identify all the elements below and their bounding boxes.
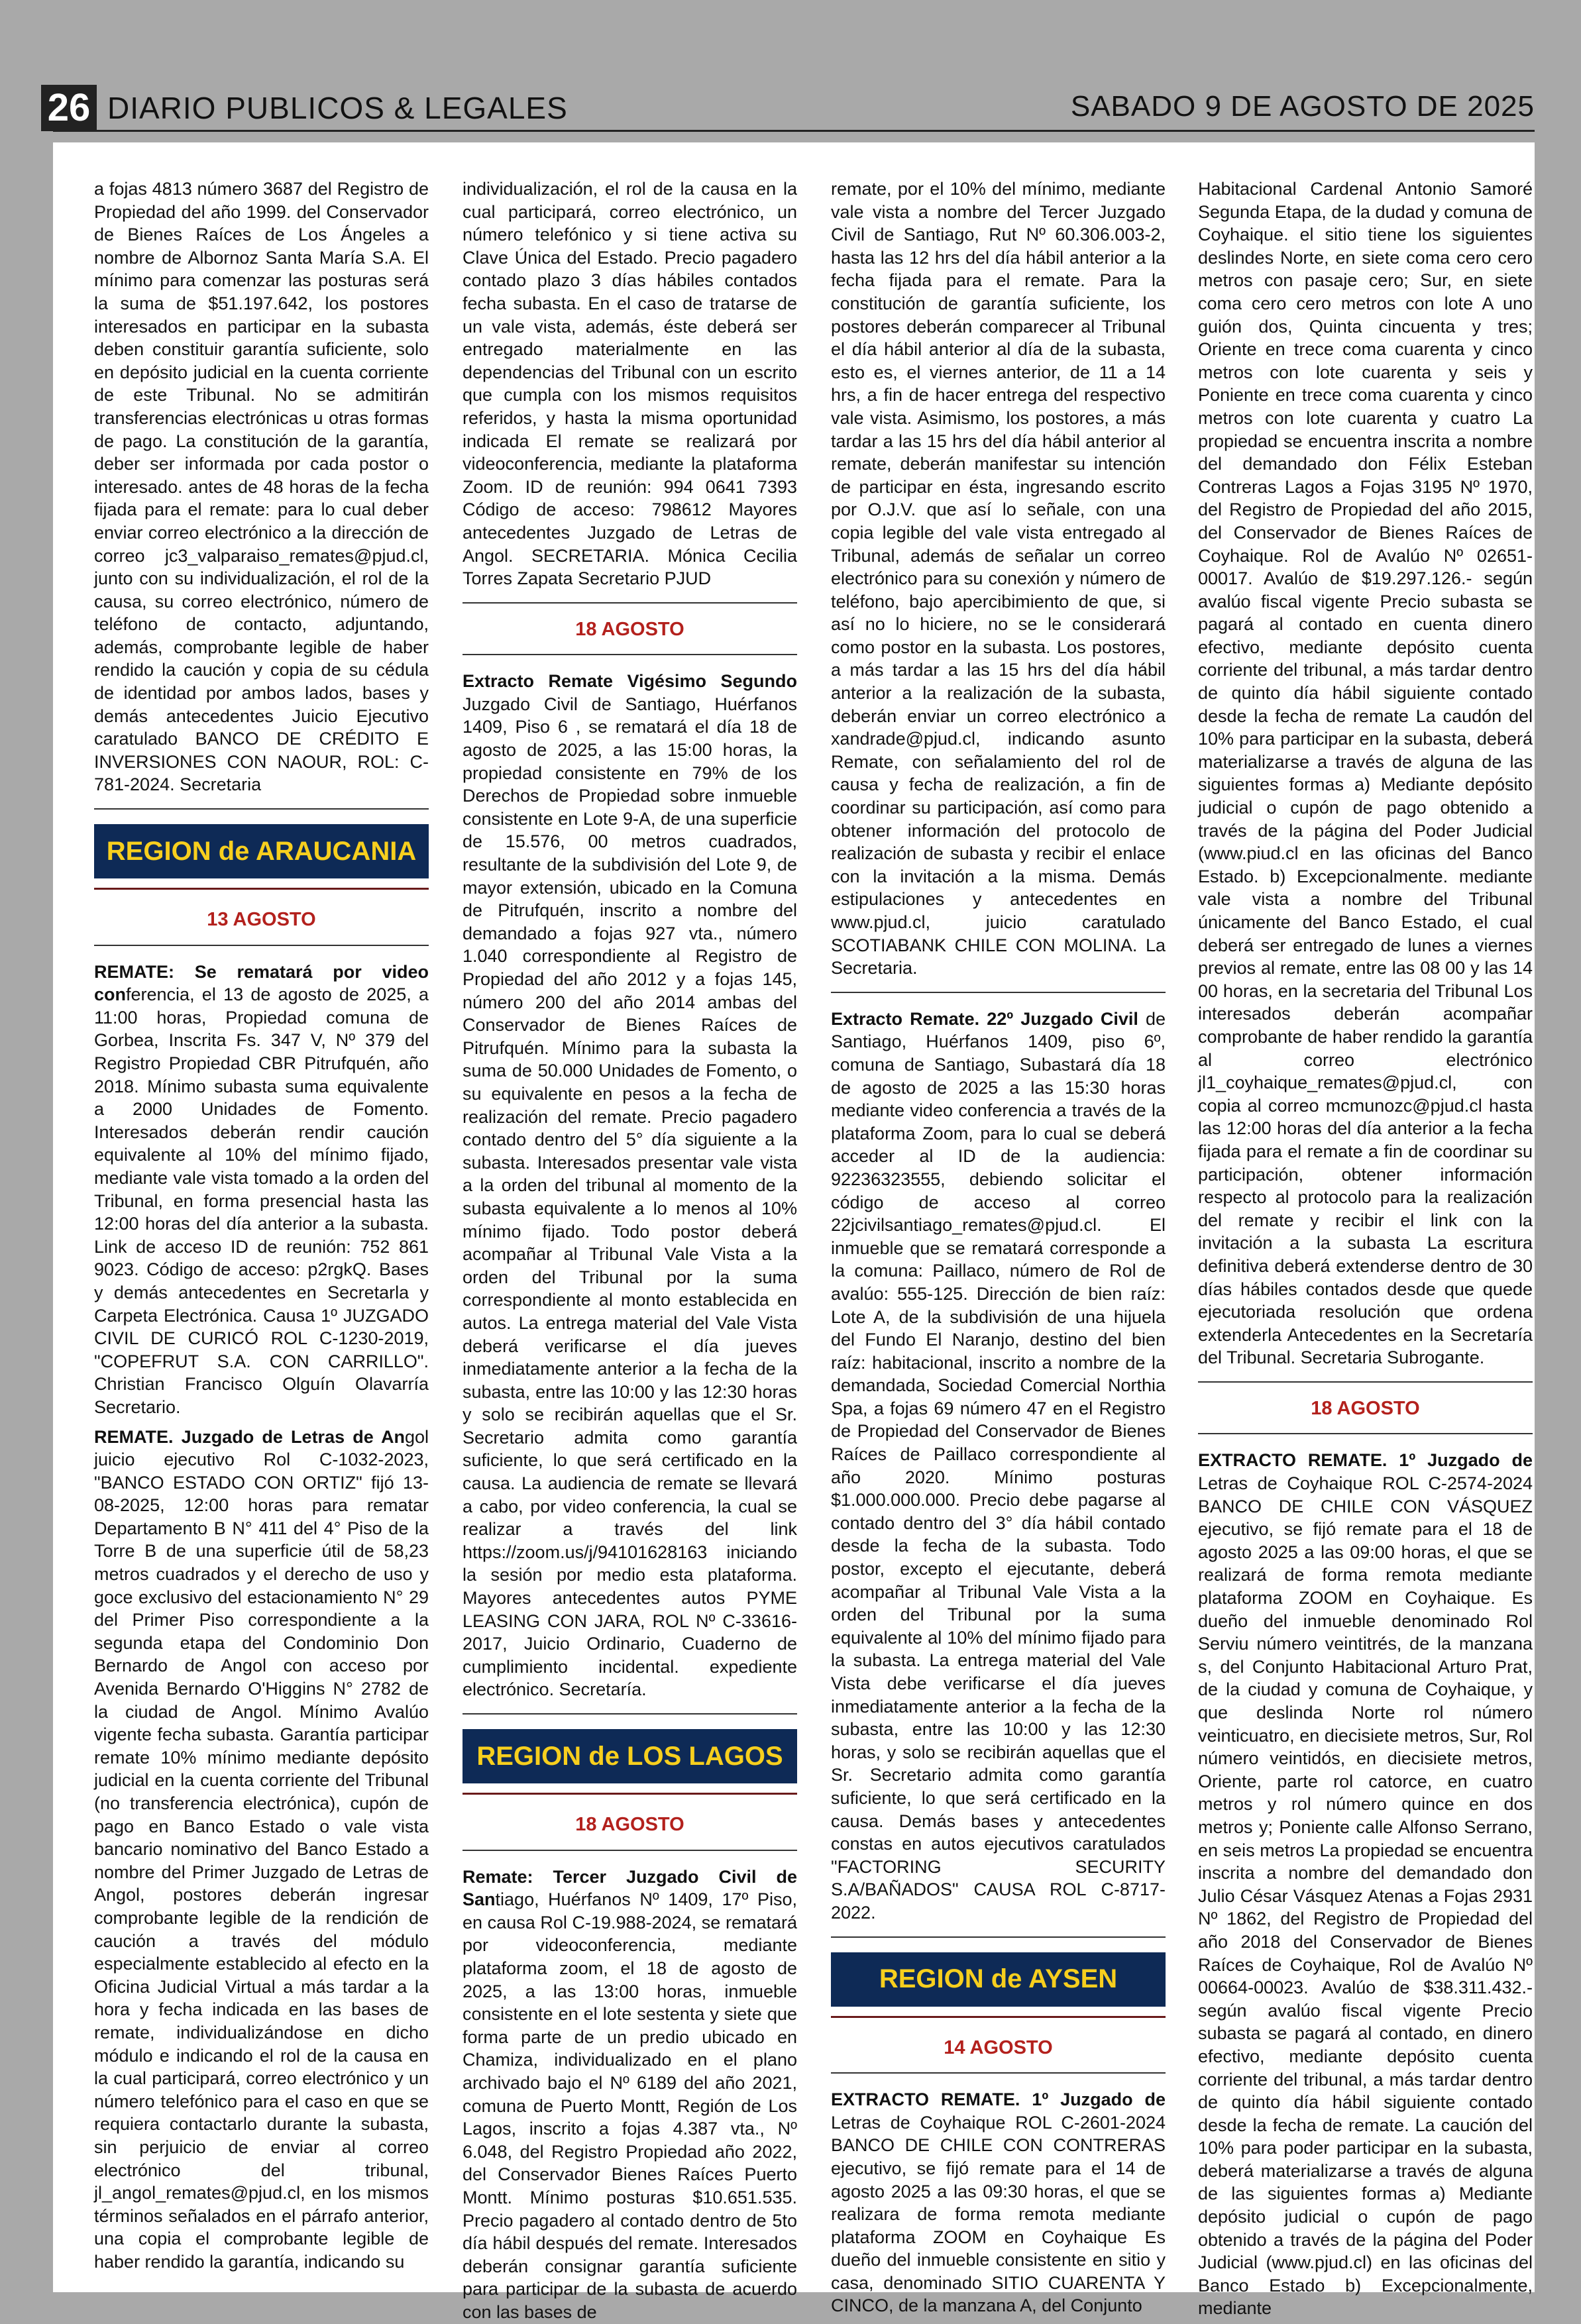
notice [1198, 1449, 1533, 2320]
divider [94, 808, 429, 810]
region-banner [94, 824, 429, 878]
notice-lead: Extracto Remate. 22º Juzgado Civil [831, 1008, 1138, 1029]
notice-text: remate, por el 10% del mínimo, mediante vale vista a nombre del Tercer Juzgado Civil de Santiago, Rut Nº 60.306.003-2, hasta las 12 hrs del día hábil anterior a la fecha fijada para el remate. Para la constitución de garantía suficiente, los postores deberán comparecer al Tribunal el día hábil anterior al día de la subasta, esto es, el viernes anterior, de 11 a 14 hrs, a fin de hacer entrega del respectivo vale vista. Asimismo, los postores, a más tardar a las 15 hrs del día hábil anterior al remate, deberán manifestar su intención de participar en ésta, ingresando escrito por O.J.V. que así lo señale, con una copia legible del vale vista entregado al Tribunal, además de señalar un correo electrónico para su conexión y número de teléfono, bajo apercibimiento de que, si así no lo hiciere, no se le considerará como postor en la subasta. Los postores, a más tardar a las 15 hrs del día hábil anterior a la realización de la subasta, deberán enviar un correo electrónico a xandrade@pjud.cl, indicando asunto Remate, con señalamiento del rol de causa y fecha de realización, a fin de coordinar su participación, así como para obtener información del protocolo de realización de subasta y recibir el enlace con la invitación a la misma. Demás estipulaciones y antecedentes en www.pjud.cl, juicio caratulado SCOTIABANK CHILE CON MOLINA. La Secretaria. [831, 179, 1166, 978]
notice-text: Juzgado Civil de Santiago, Huérfanos 1409, Piso 6 , se rematará el día 18 de agosto de 2025, a las 15:00 horas, la propiedad consistente en 79% de los Derechos de Propiedad sobre inmueble consistente en Lote 9-A, de una superficie de 15.576, 00 metros cuadrados, resultante de la subdivisión del Lote 9, de mayor extensión, ubicado en la Comuna de Pitrufquén, inscrito a nombre del demandado a fojas 927 vta., número 1.040 correspondiente al Registro de Propiedad del año 2012 y a fojas 145, número 200 del año 2014 ambas del Conservador de Bienes Raíces de Pitrufquén. Mínimo para la subasta la suma de 50.000 Unidades de Fomento, o su equivalente en pesos a la fecha de realización del remate. Precio pagadero contado dentro del 5° día siguiente a la subasta. Interesados presentar vale vista a la orden del tribunal al momento de la subasta equivalente a lo menos al 10% mínimo fijado. Todo postor deberá acompañar al Tribunal Vale Vista a la orden del Tribunal por la suma correspondiente al monto establecida en autos. La entrega material del Vale Vista deberá verificarse el día jueves inmediatamente anterior a la fecha de la subasta, entre las 10:00 y las 12:30 horas y solo se recibirán aquellas que el Sr. Secretario admita como garantía suficiente, lo que será certificado en la causa. La audiencia de remate se llevará a cabo, por video conferencia, la cual se realizar a través del link https://zoom.us/j/94101628163 iniciando la sesión por medio esta plataforma. Mayores antecedentes autos PYME LEASING CON JARA, ROL Nº C-33616-2017, Juicio Ordinario, Cuaderno de cumplimiento incidental. expediente electrónico. Secretaría. [463, 694, 797, 1700]
notice-lead: REMATE: Se rematará por video con [94, 961, 429, 1005]
divider [831, 2016, 1166, 2018]
column-1 [94, 178, 429, 2272]
divider [463, 1793, 797, 1795]
notice-text: a fojas 4813 número 3687 del Registro de Propiedad del año 1999. del Conservador de Bienes Raíces de Los Ángeles a nombre de Albornoz Santa María S.A. El mínimo para comenzar las posturas será la suma de $51.197.642, los postores interesados en participar en la subasta deben constituir garantía suficiente, solo en depósito judicial en la cuenta corriente de este Tribunal. No se admitirán transferencias electrónicas u otras formas de pago. La constitución de la garantía, deber ser informada por cada postor o interesado. antes de 48 horas de la fecha fijada para el remate: para lo cual deber enviar correo electrónico a la dirección de correo jc3_valparaiso_remates@pjud.cl, junto con su individualización, el rol de la causa, su correo electrónico, número de teléfono de contacto, adjuntando, además, comprobante legible de haber rendido la caución y copia de su cédula de identidad por ambos lados, bases y demás antecedentes Juicio Ejecutivo caratulado BANCO DE CRÉDITO E INVERSIONES CON NAOUR, ROL: C-781-2024. Secretaria [94, 179, 429, 795]
date-heading: 13 AGOSTO [207, 909, 316, 931]
divider [463, 654, 797, 655]
divider [94, 888, 429, 890]
notice [831, 2088, 1166, 2317]
notice [463, 670, 797, 1701]
divider [1198, 1381, 1533, 1383]
divider [831, 1936, 1166, 1938]
divider [831, 992, 1166, 993]
publication-title: DIARIO PUBLICOS & LEGALES [107, 91, 568, 125]
notice-text: de Santiago, Huérfanos 1409, piso 6º, comuna de Santiago, Subastará día 18 de agosto de 2025 a las 15:30 horas mediante video conferencia a través de la plataforma Zoom, para lo cual se deberá acceder al ID de la audiencia: 92236323555, debiendo solicitar el código de acceso al correo 22jcivilsantiago_remates@pjud.cl. El inmueble que se rematará corresponde a la comuna: Paillaco, número de Rol de avalúo: 555-125. Dirección de bien raíz: Lote A, de la subdivisión de una hijuela del Fundo El Naranjo, destino del bien raíz: habitacional, inscrito a nombre de la demandada, Sociedad Comercial Northia Spa, a fojas 69 número 47 en el Registro de Propiedad del Conservador de Bienes Raíces de Paillaco correspondiente al año 2020. Mínimo posturas $1.000.000.000. Precio debe pagarse al contado dentro del 3° día hábil contado desde la fecha de la subasta. Todo postor, excepto el ejecutante, deberá acompañar al Tribunal Vale Vista a la orden del Tribunal por la suma equivalente al 10% del mínimo fijado para la subasta. La entrega material del Vale Vista debe verificarse el día jueves inmediatamente anterior a la fecha de la subasta, entre las 10:00 y las 12:30 horas, y solo se recibirán aquellas que el Sr. Secretario admita como garantía suficiente, lo que será certificado en la causa. Demás bases y antecedentes constas en autos ejecutivos caratulados "FACTORING SECURITY S.A/BAÑADOS" CAUSA ROL C-8717-2022. [831, 1008, 1166, 1923]
notice [94, 1426, 429, 2274]
notice-text: Habitacional Cardenal Antonio Samoré Segunda Etapa, de la dudad y comuna de Coyhaique. el sitio tiene los siguientes deslindes Norte, en siete coma cero cero metros con pasaje cero; Sur, en siete coma cero cero metros con lote A uno guión dos, Quinta cincuenta y tres; Oriente en trece coma cuarenta y cinco metros con lote cuarenta y seis y Poniente en trece coma cuarenta y cinco metros con lote cuarenta y cuatro La propiedad se encuentra inscrita a nombre del demandado don Félix Esteban Contreras Lagos a Fojas 3195 Nº 1970, del Registro de Propiedad del año 2015, del Conservador de Bienes Raíces de Coyhaique. Rol de Avalúo Nº 02651-00017. Avalúo de $19.297.126.- según avalúo fiscal vigente Precio subasta se pagará al contado en cuenta dinero efectivo, mediante depósito cuenta corriente del tribunal, a más tardar dentro de quinto día hábil siguiente contado desde la fecha de remate La caudón del 10% para participar en la subasta, deberá materializarse a través de alguna de las siguientes formas a) Mediante depósito judicial o cupón de pago obtenido a través de la página del Poder Judicial (www.piud.cl en las oficinas del Banco Estado. b) Excepcionalmente. mediante vale vista a nombre del Tribunal únicamente del Banco Estado, el cual deberá ser entregado de lunes a viernes previos al remate, entre las 08 00 y las 14 00 horas, en la secretaria del Tribunal Los interesados deberán acompañar comprobante de haber rendido la garantía al correo electrónico jl1_coyhaique_remates@pjud.cl, con copia al correo mcmunozc@pjud.cl hasta las 12:00 horas del día anterior a la fecha fijada para el remate a fin de coordinar su participación, obtener información respecto al protocolo para la realización del remate y recibir el link con la invitación a la subasta La escritura definitiva deberá extenderse dentro de 30 días hábiles contados desde que quede ejecutoriada resolución que ordena extenderla Antecedentes en la Secretaría del Tribunal. Secretaria Subrogante. [1198, 179, 1533, 1368]
column-2 [463, 178, 797, 2322]
divider [831, 2072, 1166, 2074]
notice [94, 961, 429, 1419]
divider [1198, 1433, 1533, 1434]
column-4 [1198, 178, 1533, 2319]
publication-date: SABADO 9 DE AGOSTO DE 2025 [1070, 90, 1535, 123]
notice-text: gol juicio ejecutivo Rol C-1032-2023, "BANCO ESTADO CON ORTIZ" fijó 13-08-2025, 12:00 horas para rematar Departamento B N° 411 del 4° Piso de la Torre B de una superficie útil de 58,23 metros cuadrados y el derecho de uso y goce exclusivo del estacionamiento N° 29 del Primer Piso correspondiente a la segunda etapa del Condominio Don Bernardo de Angol con acceso por Avenida Bernardo O'Higgins N° 2782 de la ciudad de Angol. Mínimo Avalúo vigente fecha subasta. Garantía participar remate 10% mínimo mediante depósito judicial en la cuenta corriente del Tribunal (no transferencia electrónica), cupón de pago en Banco Estado o vale vista bancario nominativo del Banco Estado a nombre del Primer Juzgado de Letras de Angol, postores deberán ingresar comprobante legible de la rendición de caución a través del módulo especialmente establecido al efecto en la Oficina Judicial Virtual a más tardar a la hora y fecha indicada en las bases de remate, individualizándose en dicho módulo e indicando el rol de la causa en la cual participará, correo electrónico y un número telefónico para el caso en que se requiera contactarlo durante la subasta, sin perjuicio de enviar al correo electrónico del tribunal, jl_angol_remates@pjud.cl, en los mismos términos señalados en el párrafo anterior, una copia el comprobante legible de haber rendido la garantía, indicando su [94, 1426, 429, 2272]
notice-text: tiago, Huérfanos Nº 1409, 17º Piso, en causa Rol C-19.988-2024, se rematará por videoconferencia, mediante plataforma zoom, el 18 de agosto de 2025, a las 13:00 horas, inmueble consistente en el lote sestenta y siete que forma parte de un predio ubicado en Chamiza, individualizado en el plano archivado bajo el Nº 6189 del año 2021, comuna de Puerto Montt, Región de Los Lagos, inscrito a fojas 4.387 vta., Nº 6.048, del Registro Propiedad año 2022, del Conservador Bienes Raíces Puerto Montt. Mínimo posturas $10.651.535. Precio pagadero al contado dentro de 5to día hábil después del remate. Interesados deberán consignar garantía suficiente para participar de la subasta de acuerdo con las bases de [463, 1889, 797, 2322]
region-banner-label: REGION de AYSEN [879, 1964, 1118, 1994]
notice-lead: REMATE. Juzgado de Letras de An [94, 1426, 405, 1447]
region-banner-label: REGION de LOS LAGOS [476, 1741, 783, 1771]
divider [463, 1850, 797, 1851]
notice-lead: Remate: Tercer Juzgado Civil de San [463, 1866, 797, 1910]
date-heading: 14 AGOSTO [944, 2036, 1053, 2058]
notice-text: Letras de Coyhaique ROL C-2574-2024 BANCO DE CHILE CON VÁSQUEZ ejecutivo, se fijó remate para el 18 de agosto 2025 a las 09:00 horas, el que se realizará de forma remota mediante plataforma ZOOM en Coyhaique. Es dueño del inmueble denominado Rol Serviu número veintitrés, de la manzana s, del Conjunto Habitacional Arturo Prat, de la ciudad y comuna de Coyhaique, y que deslinda Norte rol número veinticuatro, en diecisiete metros, Sur, Rol número veintidós, en diecisiete metros, Oriente, parte rol catorce, en cuatro metros y rol número quince en dos metros y; Poniente calle Alfonso Serrano, en seis metros La propiedad se encuentra inscrita a nombre del demandado don Julio César Vásquez Atenas a Fojas 2931 Nº 1862, del Registro de Propiedad del año 2018 del Conservador de Bienes Raíces de Coyhaique, Rol de Avalúo Nº 00664-00023. Avalúo de $38.311.432.- según avalúo fiscal vigente Precio subasta se pagará al contado, en dinero efectivo, mediante depósito cuenta corriente del tribunal, a más tardar dentro de quinto día hábil siguiente contado desde la fecha de remate. La caución del 10% para poder participar en la subasta, deberá materializarse a través de alguna de las siguientes formas a) Mediante depósito judicial o cupón de pago obtenido a través de la página del Poder Judicial (www.pjud.cl) en las oficinas del Banco Estado b) Excepcionalmente, mediante [1198, 1473, 1533, 2319]
notice [831, 1008, 1166, 1925]
notice-text: ferencia, el 13 de agosto de 2025, a 11:00 horas, Propiedad comuna de Gorbea, Inscrita Fs. 347 V, Nº 379 del Registro Propiedad CBR Pitrufquén, año 2018. Mínimo subasta suma equivalente a 2000 Unidades de Fomento. Interesados deberán rendir caución equivalente al 10% del mínimo fijado, mediante vale vista tomado a la orden del Tribunal, en forma presencial hasta las 12:00 horas del día anterior a la subasta. Link de acceso ID de reunión: 752 861 9023. Código de acceso: p2rgkQ. Bases y demás antecedentes en Secretarla y Carpeta Electrónica. Causa 1º JUZGADO CIVIL DE CURICÓ ROL C-1230-2019, "COPEFRUT S.A. CON CARRILLO". Christian Francisco Olguín Olavarría Secretario. [94, 984, 429, 1417]
date-heading: 18 AGOSTO [575, 1814, 684, 1835]
region-banner-label: REGION de ARAUCANIA [106, 836, 417, 866]
region-banner [831, 1952, 1166, 2007]
date-heading: 18 AGOSTO [575, 618, 684, 640]
notice-lead: EXTRACTO REMATE. 1º Juzgado de [831, 2089, 1166, 2110]
notice-text: Letras de Coyhaique ROL C-2601-2024 BANCO DE CHILE CON CONTRERAS ejecutivo, se fijó remate para el 14 de agosto 2025 a las 09:30 horas, el que se realizara de forma remota mediante plataforma ZOOM en Coyhaique Es dueño del inmueble consistente en sitio y casa, denominado SITIO CUARENTA Y CINCO, de la manzana A, del Conjunto [831, 2112, 1166, 2316]
divider [463, 602, 797, 604]
notice-lead: EXTRACTO REMATE. 1º Juzgado de [1198, 1450, 1533, 1471]
notice [463, 1866, 797, 2324]
notice-text: individualización, el rol de la causa en la cual participará, correo electrónico, un número telefónico y si tiene activa su Clave Única del Estado. Precio pagadero contado plazo 3 días hábiles contados fecha subasta. En el caso de tratarse de un vale vista, además, éste deberá ser entregado materialmente en las dependencias del Tribunal con un escrito que cumpla con los mismos requisitos referidos, y hasta la misma oportunidad indicada El remate se realizará por videoconferencia, mediante la plataforma Zoom. ID de reunión: 994 0641 7393 Código de acceso: 798612 Mayores antecedentes Juzgado de Letras de Angol. SECRETARIA. Mónica Cecilia Torres Zapata Secretario PJUD [463, 179, 797, 589]
region-banner [463, 1729, 797, 1783]
divider [463, 1713, 797, 1715]
column-3 [831, 178, 1166, 2316]
date-heading: 18 AGOSTO [1311, 1397, 1420, 1419]
divider [94, 945, 429, 946]
notice-lead: Extracto Remate Vigésimo Segundo [463, 671, 797, 692]
page-number: 26 [41, 85, 97, 131]
